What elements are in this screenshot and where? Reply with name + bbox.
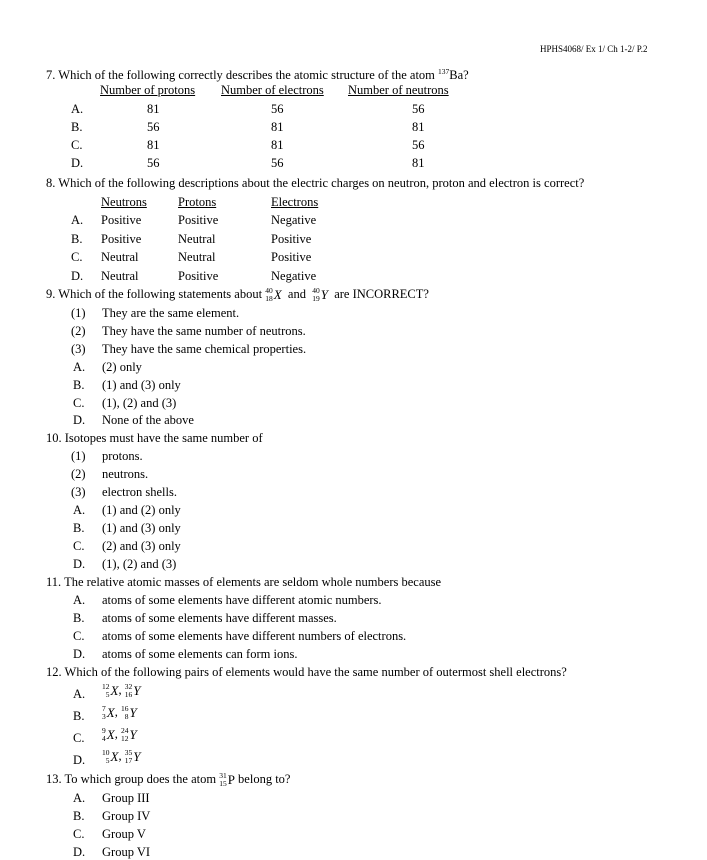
nuclide-y [125, 682, 141, 699]
option-letter[interactable]: A. [73, 360, 86, 374]
option-text[interactable]: Group IV [102, 809, 151, 823]
column-header-neutrons: Neutrons [101, 195, 147, 209]
question-number: 7. [46, 68, 56, 83]
separator: , [118, 683, 122, 697]
option-letter[interactable]: A. [71, 102, 84, 116]
option-letter[interactable]: D. [73, 845, 86, 859]
option-letter[interactable]: D. [71, 156, 84, 170]
table-cell: 81 [271, 138, 284, 152]
option-text[interactable]: (1) and (3) only [102, 378, 181, 392]
question-number: 11. [46, 575, 62, 589]
option-letter[interactable]: B. [73, 611, 85, 625]
column-header-electrons: Electrons [271, 195, 319, 209]
nuclide-y [121, 726, 137, 743]
statement-text: neutrons. [102, 467, 149, 481]
option-letter[interactable]: D. [73, 753, 86, 767]
table-cell: 81 [271, 120, 284, 134]
option-letter[interactable]: C. [73, 539, 85, 553]
option-letter[interactable]: D. [71, 269, 84, 283]
column-header-protons: Number of protons [100, 83, 196, 97]
option-text[interactable]: (2) and (3) only [102, 539, 181, 553]
atomic-number: 18 [265, 294, 273, 304]
table-cell: 56 [147, 120, 160, 134]
statement-text: They have the same chemical properties. [102, 342, 307, 356]
option-letter[interactable]: C. [73, 827, 85, 841]
option-letter[interactable]: A. [73, 687, 86, 701]
option-text[interactable]: Group V [102, 827, 146, 841]
element-symbol: Y [129, 727, 137, 743]
option-letter[interactable]: B. [73, 521, 85, 535]
option-text[interactable]: (1) and (2) only [102, 503, 181, 517]
question-number: 12. [46, 665, 62, 679]
nuclide-x [102, 704, 115, 721]
mass-number: 12 [102, 682, 110, 692]
question-13-stem [46, 771, 290, 788]
table-cell: 81 [412, 120, 425, 134]
atomic-number: 16 [124, 690, 133, 700]
nuclide-y [121, 704, 137, 721]
column-header-protons: Protons [178, 195, 217, 209]
question-text: Which of the following descriptions about the electric charges on neutron, proton and electron is correct? [58, 176, 585, 190]
question-text: belong to? [238, 772, 291, 786]
element-symbol: X [106, 705, 115, 721]
table-cell: 56 [271, 156, 284, 170]
option-letter[interactable]: B. [73, 809, 85, 823]
element-symbol: X [106, 727, 115, 743]
question-text: Which of the following pairs of elements would have the same number of outermost shell electrons? [64, 665, 567, 679]
option-text[interactable]: atoms of some elements have different atomic numbers. [102, 593, 382, 607]
table-cell: 56 [271, 102, 284, 116]
option-letter[interactable]: C. [73, 396, 85, 410]
statement-text: They are the same element. [102, 306, 240, 320]
table-cell: Positive [101, 213, 142, 227]
nuclide-x [102, 748, 118, 765]
option-letter[interactable]: C. [73, 731, 85, 745]
option-letter[interactable]: A. [73, 791, 86, 805]
table-cell: Positive [178, 269, 219, 283]
question-text: Which of the following correctly describes the atomic structure of the atom [58, 68, 439, 83]
mass-number: 35 [124, 748, 133, 758]
element-symbol: Y [133, 749, 141, 765]
column-header-neutrons: Number of neutrons [348, 83, 449, 97]
table-cell: 56 [412, 138, 425, 152]
question-9-stem [46, 286, 429, 303]
atomic-number: 15 [219, 779, 227, 789]
question-12-stem [46, 664, 567, 680]
question-punctuation: ? [463, 68, 469, 83]
element-symbol: Ba [449, 68, 464, 83]
mass-number: 7 [102, 704, 106, 714]
nuclide-x [265, 286, 281, 303]
mass-number: 24 [120, 726, 129, 736]
statement-label: (3) [71, 485, 86, 499]
mass-number: 32 [124, 682, 133, 692]
atomic-number: 19 [312, 294, 320, 304]
separator: , [118, 749, 122, 763]
mass-number: 40 [312, 286, 320, 296]
option-text[interactable]: atoms of some elements can form ions. [102, 647, 298, 661]
option-text[interactable]: Group VI [102, 845, 151, 859]
option-text[interactable]: Group III [102, 791, 150, 805]
nuclide-x [102, 726, 115, 743]
element-symbol: P [227, 772, 235, 788]
statement-label: (3) [71, 342, 86, 356]
element-symbol: X [273, 287, 282, 303]
option-letter[interactable]: D. [73, 647, 86, 661]
table-cell: 56 [412, 102, 425, 116]
mass-number: 137 [438, 67, 450, 76]
question-number: 13. [46, 772, 62, 786]
nuclide-y [125, 748, 141, 765]
option-nuclide-pair[interactable] [102, 682, 140, 699]
option-text[interactable]: (2) only [102, 360, 142, 374]
question-11-stem [46, 574, 441, 590]
separator: , [114, 705, 118, 719]
question-text: The relative atomic masses of elements are seldom whole numbers because [64, 575, 442, 589]
nuclide-x [102, 682, 118, 699]
option-text[interactable]: (1), (2) and (3) [102, 396, 177, 410]
document-reference: HPHS4068/ Ex 1/ Ch 1-2/ P.2 [540, 44, 648, 54]
table-cell: 81 [147, 138, 160, 152]
separator: , [114, 727, 118, 741]
question-text: To which group does the atom [64, 772, 217, 786]
table-cell: 56 [147, 156, 160, 170]
option-nuclide-pair[interactable] [102, 748, 140, 765]
element-symbol: Y [129, 705, 137, 721]
mass-number: 10 [102, 748, 110, 758]
question-8-stem [46, 175, 584, 191]
nuclide-y [312, 286, 328, 303]
option-letter[interactable]: C. [71, 250, 83, 264]
option-letter[interactable]: C. [73, 629, 85, 643]
atomic-number: 5 [105, 756, 110, 766]
question-text: Isotopes must have the same number of [64, 431, 263, 445]
question-text: are INCORRECT? [334, 287, 429, 301]
option-text[interactable]: None of the above [102, 413, 194, 427]
statement-label: (2) [71, 467, 86, 481]
option-text[interactable]: atoms of some elements have different masses. [102, 611, 337, 625]
atomic-number: 3 [102, 712, 106, 722]
statement-text: protons. [102, 449, 143, 463]
table-cell: 81 [147, 102, 160, 116]
option-letter[interactable]: D. [73, 557, 86, 571]
table-cell: Negative [271, 269, 317, 283]
element-symbol: Y [320, 287, 328, 303]
option-text[interactable]: (1) and (3) only [102, 521, 181, 535]
element-symbol: X [110, 683, 119, 699]
question-number: 10. [46, 431, 62, 445]
table-cell: Neutral [101, 250, 139, 264]
option-nuclide-pair[interactable] [102, 704, 137, 721]
mass-number: 9 [102, 726, 106, 736]
atomic-number: 8 [124, 712, 129, 722]
option-letter[interactable]: C. [71, 138, 83, 152]
nuclide-p [219, 771, 235, 788]
question-number: 8. [46, 176, 56, 190]
option-letter[interactable]: A. [73, 593, 86, 607]
option-letter[interactable]: B. [71, 232, 83, 246]
table-cell: Neutral [178, 250, 216, 264]
option-letter[interactable]: D. [73, 413, 86, 427]
conjunction: and [287, 287, 306, 301]
option-nuclide-pair[interactable] [102, 726, 137, 743]
question-number: 9. [46, 287, 56, 301]
table-cell: Positive [101, 232, 142, 246]
option-text[interactable]: atoms of some elements have different numbers of electrons. [102, 629, 407, 643]
statement-label: (2) [71, 324, 86, 338]
option-letter[interactable]: B. [73, 709, 85, 723]
mass-number: 16 [120, 704, 129, 714]
table-cell: Neutral [178, 232, 216, 246]
option-text[interactable]: (1), (2) and (3) [102, 557, 177, 571]
statement-text: electron shells. [102, 485, 177, 499]
question-7-stem [46, 64, 469, 83]
column-header-electrons: Number of electrons [221, 83, 324, 97]
option-letter[interactable]: A. [73, 503, 86, 517]
atomic-number: 4 [102, 734, 106, 744]
element-symbol: X [110, 749, 119, 765]
atomic-number: 17 [124, 756, 133, 766]
atomic-number: 5 [105, 690, 110, 700]
mass-number: 40 [265, 286, 273, 296]
table-cell: Positive [178, 213, 219, 227]
element-symbol: Y [133, 683, 141, 699]
option-letter[interactable]: B. [73, 378, 85, 392]
mass-number: 31 [219, 771, 227, 781]
option-letter[interactable]: A. [71, 213, 84, 227]
table-cell: Positive [271, 232, 312, 246]
statement-label: (1) [71, 449, 86, 463]
statement-text: They have the same number of neutrons. [102, 324, 306, 338]
question-text: Which of the following statements about [58, 287, 263, 301]
table-cell: Neutral [101, 269, 139, 283]
statement-label: (1) [71, 306, 86, 320]
table-cell: Positive [271, 250, 312, 264]
table-cell: 81 [412, 156, 425, 170]
atomic-number: 12 [120, 734, 129, 744]
table-cell: Negative [271, 213, 317, 227]
question-10-stem [46, 430, 263, 446]
option-letter[interactable]: B. [71, 120, 83, 134]
